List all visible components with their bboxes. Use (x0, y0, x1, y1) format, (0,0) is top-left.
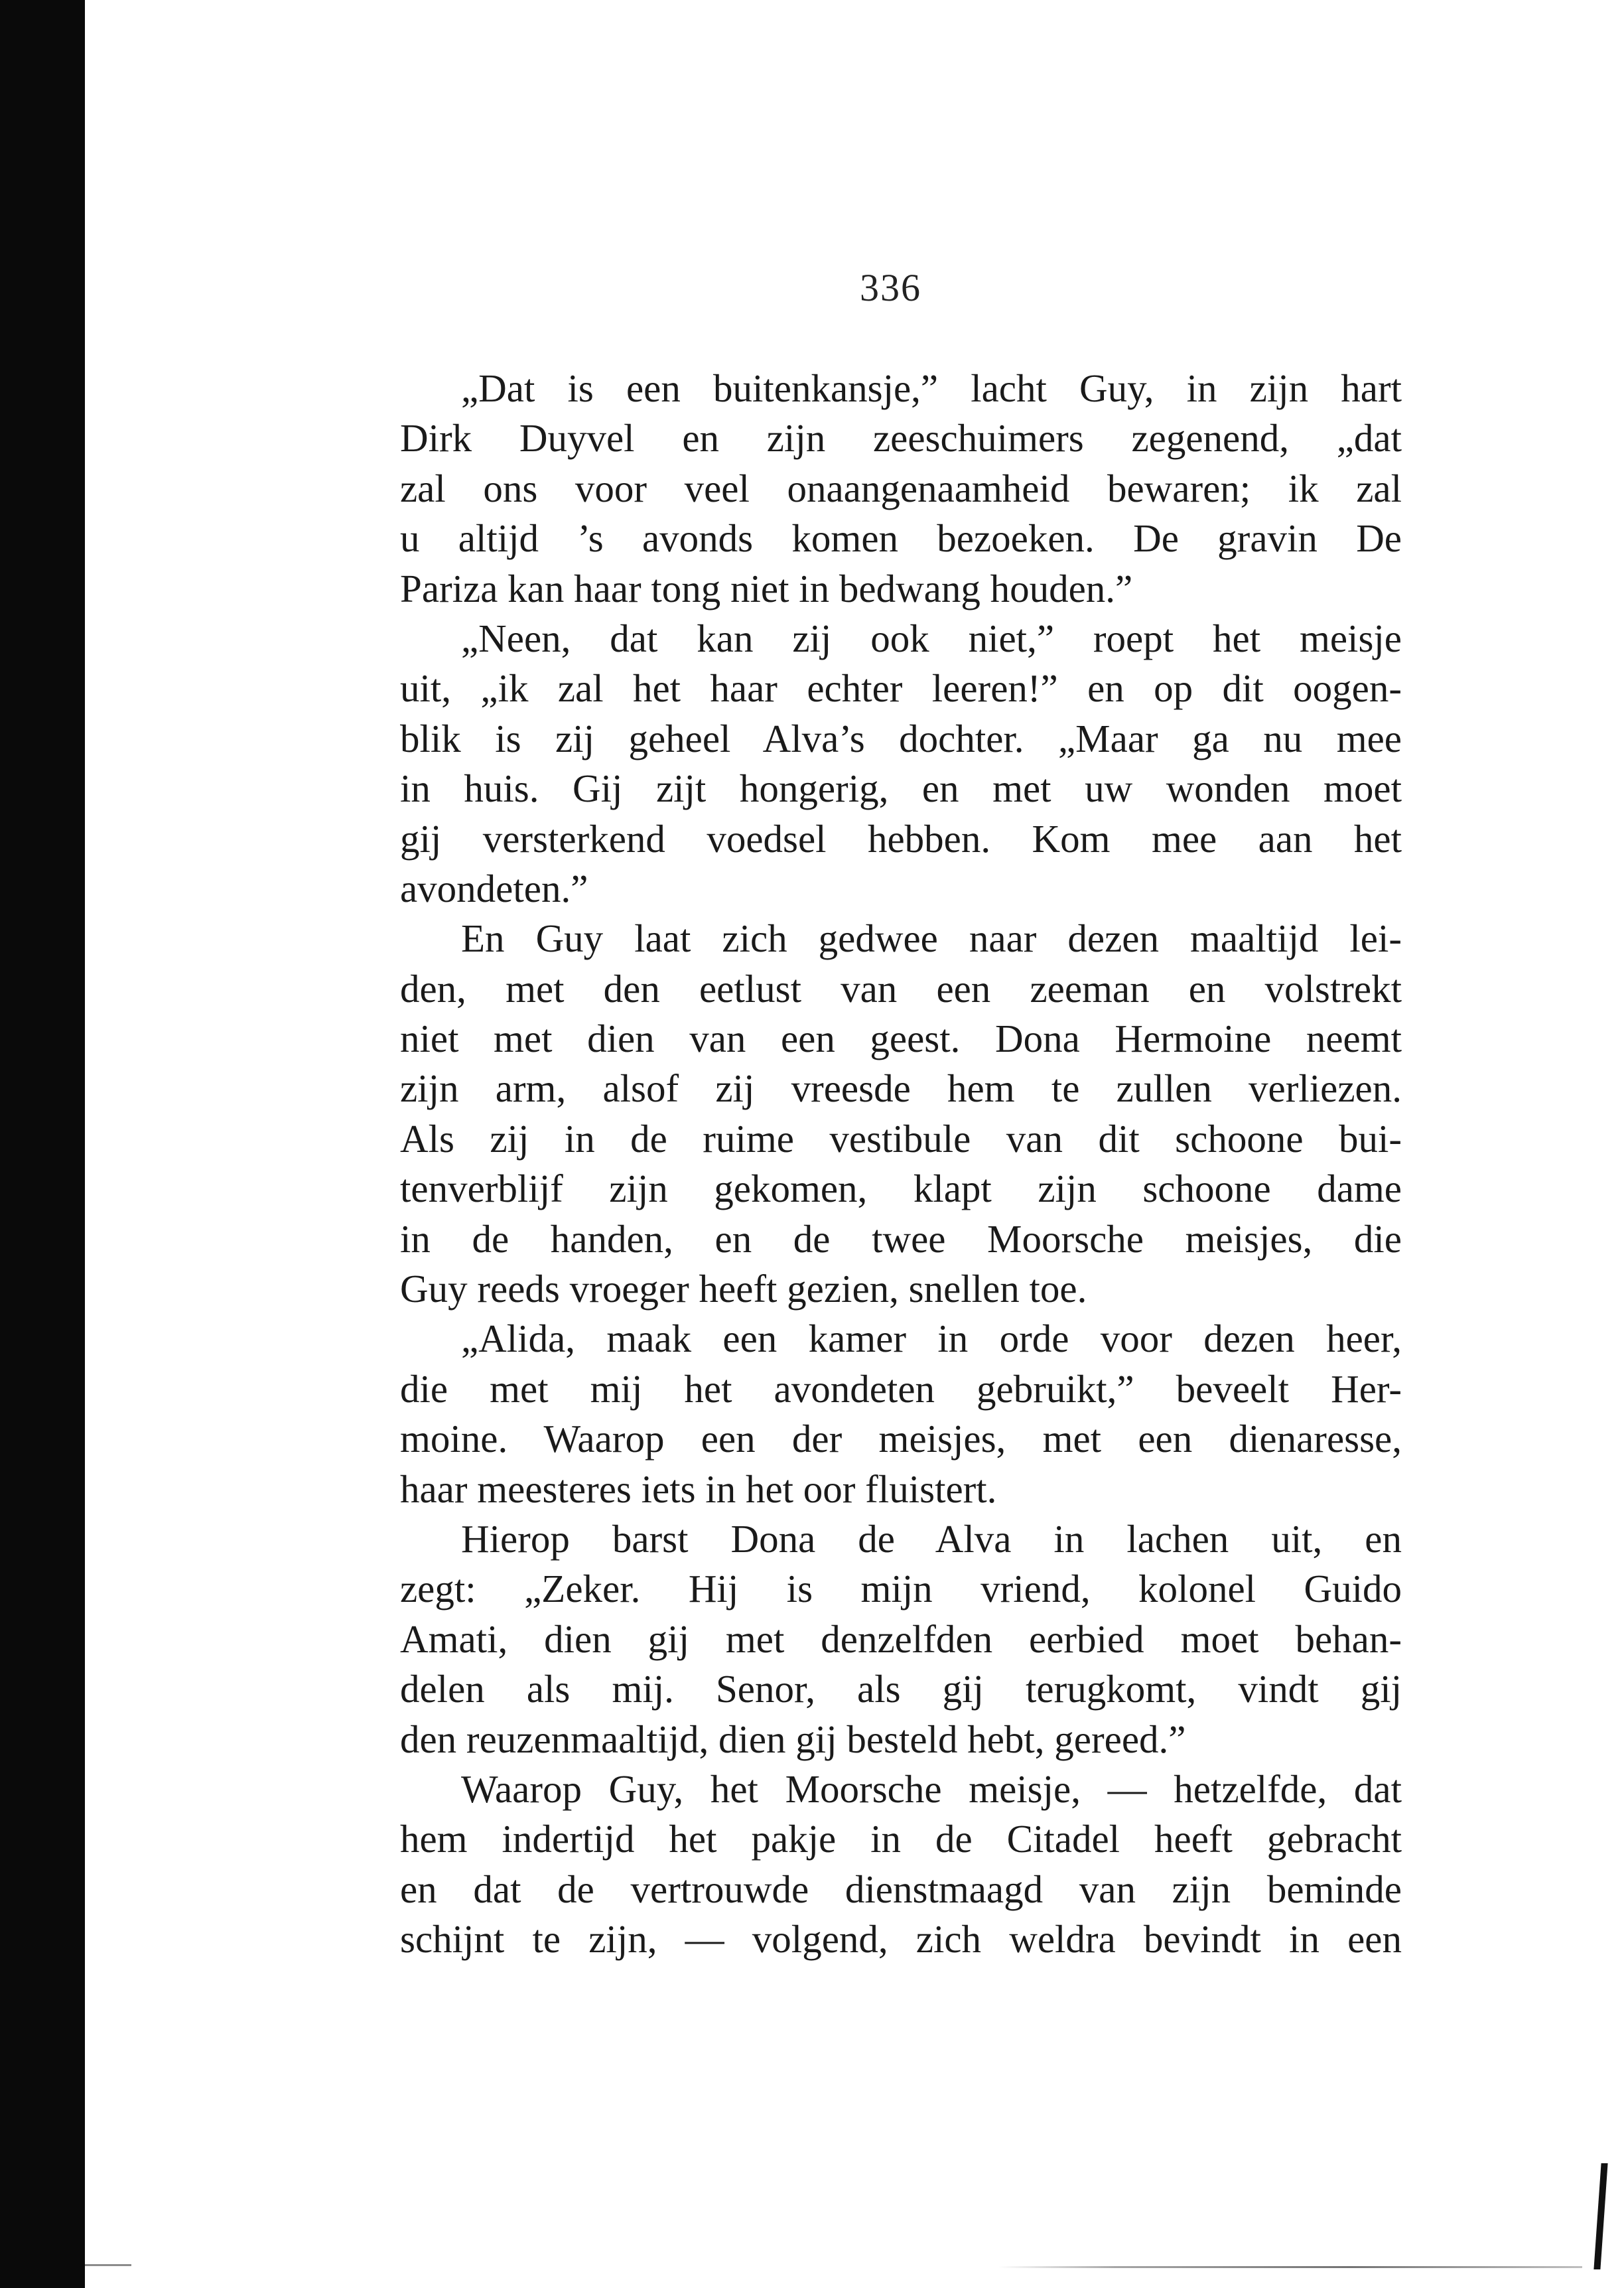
text-line: „Dat is een buitenkansje,” lacht Guy, in zijn hart (461, 366, 1402, 410)
text-line: zal ons voor veel onaangenaamheid bewaren; ik zal (400, 466, 1402, 510)
text-line: Pariza kan haar tong niet in bedwang houden.” (400, 566, 1133, 610)
text-line: moine. Waarop een der meisjes, met een dienaresse, (400, 1417, 1402, 1461)
text-line: haar meesteres iets in het oor fluistert. (400, 1466, 997, 1511)
text-line: Dirk Duyvel en zijn zeeschuimers zegenend, „dat (400, 416, 1402, 461)
text-line: niet met dien van een geest. Dona Hermoine neemt (400, 1017, 1402, 1061)
text-line: in de handen, en de twee Moorsche meisjes, die (400, 1216, 1402, 1261)
text-line: en dat de vertrouwde dienstmaagd van zijn beminde (400, 1867, 1402, 1911)
text-line: blik is zij geheel Alva’s dochter. „Maar ga nu mee (400, 716, 1402, 760)
text-line: den, met den eetlust van een zeeman en volstrekt (400, 966, 1402, 1011)
text-line: in huis. Gij zijt hongerig, en met uw wonden moet (400, 766, 1402, 811)
text-line: gij versterkend voedsel hebben. Kom mee aan het (400, 816, 1402, 861)
text-line: „Neen, dat kan zij ook niet,” roept het meisje (461, 616, 1402, 660)
text-line: zegt: „Zeker. Hij is mijn vriend, kolonel Guido (400, 1567, 1402, 1611)
text-line: schijnt te zijn, — volgend, zich weldra bevindt in een (400, 1917, 1402, 1962)
book-binding-shadow (0, 0, 85, 2288)
scan-bottom-edge (998, 2266, 1582, 2268)
scan-edge-mark (85, 2264, 131, 2266)
text-line: zijn arm, alsof zij vreesde hem te zullen verliezen. (400, 1066, 1402, 1111)
text-line: uit, „ik zal het haar echter leeren!” en op dit oogen- (400, 666, 1402, 711)
page-edge-mark (1593, 2163, 1607, 2269)
text-line: delen als mij. Senor, als gij terugkomt, vindt gij (400, 1667, 1402, 1711)
text-line: Amati, dien gij met denzelfden eerbied moet behan- (400, 1616, 1402, 1661)
text-line: u altijd ’s avonds komen bezoeken. De gravin De (400, 516, 1402, 561)
text-line: tenverblijf zijn gekomen, klapt zijn schoone dame (400, 1167, 1402, 1211)
text-line: Guy reeds vroeger heeft gezien, snellen toe. (400, 1267, 1087, 1311)
text-line: Als zij in de ruime vestibule van dit schoone bui- (400, 1116, 1402, 1161)
text-line: hem indertijd het pakje in de Citadel heeft gebracht (400, 1817, 1402, 1861)
text-line: Waarop Guy, het Moorsche meisje, — hetzelfde, dat (461, 1766, 1402, 1811)
text-line: avondeten.” (400, 866, 588, 910)
text-line: die met mij het avondeten gebruikt,” beveelt Her- (400, 1366, 1402, 1411)
text-line: En Guy laat zich gedwee naar dezen maaltijd lei- (461, 916, 1402, 961)
text-line: Hierop barst Dona de Alva in lachen uit, en (461, 1516, 1402, 1561)
text-line: den reuzenmaaltijd, dien gij besteld hebt, gereed.” (400, 1717, 1186, 1761)
text-line: „Alida, maak een kamer in orde voor dezen heer, (461, 1317, 1402, 1361)
body-text (400, 364, 1402, 1965)
page-number: 336 (860, 266, 921, 309)
